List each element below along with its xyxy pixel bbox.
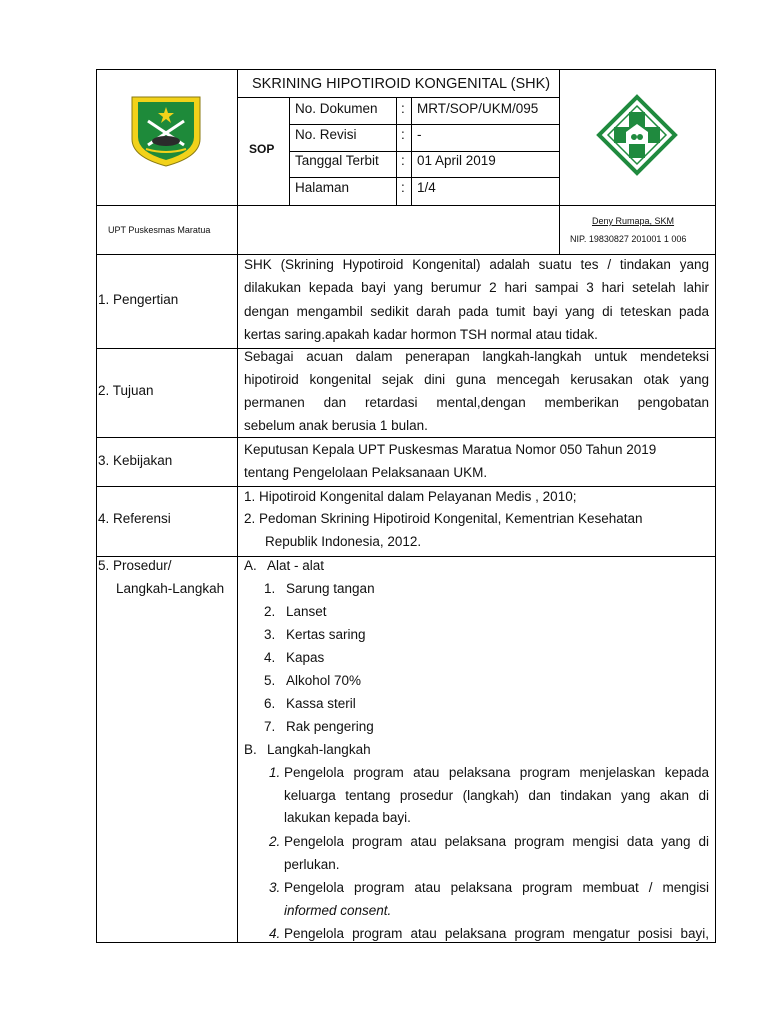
step-number: 2. [269, 834, 281, 849]
col-divider-right-org [559, 205, 560, 255]
org-name: UPT Puskesmas Maratua [108, 225, 211, 235]
tool-item: Lanset [286, 604, 327, 619]
section-label-referensi: 4. Referensi [98, 511, 171, 526]
step-text: Pengelola program atau pelaksana program mengatur posisi bayi, [284, 926, 709, 941]
col-divider-colon-l [396, 97, 397, 206]
tool-item: Rak pengering [286, 719, 374, 734]
document-title: SKRINING HIPOTIROID KONGENITAL (SHK) [252, 76, 551, 92]
revision-label: No. Revisi [295, 127, 357, 142]
tujuan-line: permanen dan retardasi mental,dengan memberikan pengobatan [244, 395, 709, 410]
sop-label: SOP [249, 142, 275, 156]
step-text: Pengelola program atau pelaksana program mengisi data yang di [284, 834, 709, 849]
page-value: 1/4 [417, 180, 436, 195]
table-border-bottom [96, 942, 716, 943]
step-text: Pengelola program atau pelaksana program menjelaskan kepada [284, 765, 709, 780]
doc-number-sep: : [401, 101, 405, 116]
doc-number-label: No. Dokumen [295, 101, 378, 116]
kebijakan-line: Keputusan Kepala UPT Puskesmas Maratua Nomor 050 Tahun 2019 [244, 442, 657, 457]
step-text: Pengelola program atau pelaksana program membuat / mengisi [284, 880, 709, 895]
subsection-a-number: A. [244, 558, 257, 573]
revision-sep: : [401, 127, 405, 142]
issue-date-label: Tanggal Terbit [295, 153, 379, 168]
row-divider [289, 177, 559, 178]
tool-item: Kapas [286, 650, 325, 665]
table-border-right [715, 69, 716, 943]
signer-name: Deny Rumapa, SKM [592, 216, 675, 226]
step-text: lakukan kepada bayi. [284, 810, 411, 825]
tool-number: 7. [264, 719, 276, 734]
puskesmas-cross-icon [596, 94, 678, 176]
subsection-b-title: Langkah-langkah [267, 742, 371, 757]
referensi-line: Republik Indonesia, 2012. [265, 534, 422, 549]
subsection-b-number: B. [244, 742, 257, 757]
regency-logo [130, 95, 202, 167]
table-border-top [96, 69, 716, 70]
section-label-pengertian: 1. Pengertian [98, 292, 179, 307]
pengertian-line: SHK (Skrining Hypotiroid Kongenital) adalah suatu tes / tindakan yang [244, 257, 709, 272]
tool-number: 6. [264, 696, 276, 711]
issue-date-value: 01 April 2019 [417, 153, 496, 168]
step-text: perlukan. [284, 857, 340, 872]
tujuan-line: Sebagai acuan dalam penerapan langkah-langkah untuk mendeteksi [244, 349, 709, 364]
tool-number: 3. [264, 627, 276, 642]
tool-item: Sarung tangan [286, 581, 375, 596]
tujuan-line: sebelum anak berusia 1 bulan. [244, 418, 428, 433]
row-divider [289, 151, 559, 152]
step-text-italic: informed consent. [284, 903, 392, 918]
section-label-tujuan: 2. Tujuan [98, 383, 154, 398]
col-divider-colon-r [411, 97, 412, 206]
tujuan-line: hipotiroid kongenital sejak dini guna mencegah kerusakan otak yang [244, 372, 709, 387]
pengertian-line: dilakukan kepada bayi yang berumur 2 hari sampai 3 hari setelah lahir [244, 280, 709, 295]
row-bottom-2 [96, 437, 716, 438]
org-bottom [96, 254, 716, 255]
tool-number: 5. [264, 673, 276, 688]
subsection-a-title: Alat - alat [267, 558, 325, 573]
section-label-prosedur-2: Langkah-Langkah [116, 581, 225, 596]
kebijakan-line: tentang Pengelolaan Pelaksanaan UKM. [244, 465, 488, 480]
section-label-kebijakan: 3. Kebijakan [98, 453, 173, 468]
issue-date-sep: : [401, 153, 405, 168]
step-number: 4. [269, 926, 281, 941]
title-divider [237, 97, 559, 98]
step-number: 3. [269, 880, 281, 895]
row-divider [289, 124, 559, 125]
col-divider-body [237, 254, 238, 943]
doc-number-value: MRT/SOP/UKM/095 [417, 101, 539, 116]
page-sep: : [401, 180, 405, 195]
tool-item: Kassa steril [286, 696, 356, 711]
step-text: keluarga tentang prosedur (langkah) dan tindakan yang akan di [284, 788, 709, 803]
header-bottom [96, 205, 716, 206]
revision-value: - [417, 127, 422, 142]
table-border-left [96, 69, 97, 943]
puskesmas-logo [596, 94, 678, 176]
pengertian-line: kertas saring.apakah kadar hormon TSH normal atau tidak. [244, 327, 598, 342]
referensi-line: 2. Pedoman Skrining Hipotiroid Kongenital, Kementrian Kesehatan [244, 511, 643, 526]
row-bottom-4 [96, 556, 716, 557]
section-label-prosedur: 5. Prosedur/ [98, 558, 172, 573]
step-number: 1. [269, 765, 281, 780]
row-bottom-3 [96, 486, 716, 487]
col-divider-header [237, 69, 238, 206]
col-divider-sop [289, 97, 290, 206]
regency-emblem-icon [130, 95, 202, 167]
tool-number: 4. [264, 650, 276, 665]
referensi-line: 1. Hipotiroid Kongenital dalam Pelayanan Medis , 2010; [244, 489, 577, 504]
col-divider-right [559, 69, 560, 206]
page-label: Halaman [295, 180, 350, 195]
tool-number: 1. [264, 581, 276, 596]
tool-item: Kertas saring [286, 627, 366, 642]
col-divider-org [237, 205, 238, 255]
pengertian-line: dengan mengambil sedikit darah pada tumit bayi yang di teteskan pada [244, 304, 709, 319]
signer-nip: NIP. 19830827 201001 1 006 [570, 234, 687, 244]
tool-number: 2. [264, 604, 276, 619]
tool-item: Alkohol 70% [286, 673, 362, 688]
